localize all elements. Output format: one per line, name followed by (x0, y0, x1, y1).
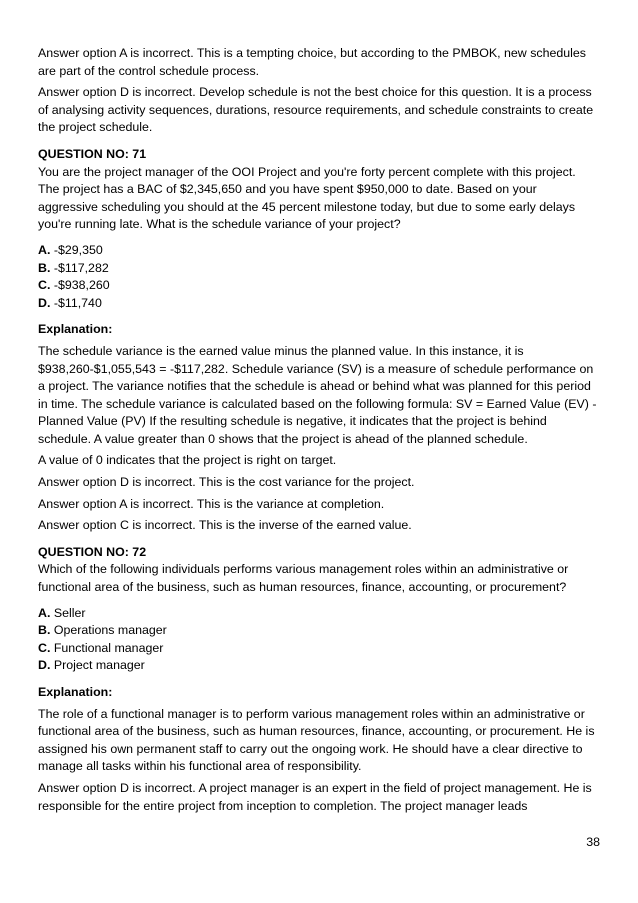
question-72-explanation-1: The role of a functional manager is to perform various management roles within an administrative or functional area of the business, such as human resources, finance, accounting, or procurement. He is assigned his own permanent staff to carry out the ongoing work. He should have a clear directive to manage all tasks within his functional area of responsibility. (38, 706, 595, 774)
question-71-explanation-3: Answer option D is incorrect. This is the cost variance for the project. (38, 475, 415, 490)
question-72-option-a: A. Seller (38, 605, 86, 620)
question-71-text: You are the project manager of the OOI Project and you're forty percent complete with this project. The project has a BAC of $2,345,650 and you have spent $950,000 to date. Based on your aggressive scheduling you should at the 45 percent milestone today, but due to some early delays you're running late. What is the schedule variance of your project? (38, 164, 576, 232)
question-71-explanation-5: Answer option C is incorrect. This is the inverse of the earned value. (38, 518, 412, 533)
question-71-option-b: B. -$117,282 (38, 260, 109, 275)
page-number: 38 (586, 835, 600, 849)
question-72-explanation-heading: Explanation: (38, 685, 113, 699)
question-72-option-d: D. Project manager (38, 658, 145, 673)
question-72-option-b: B. Operations manager (38, 623, 167, 638)
question-71-option-d: D. -$11,740 (38, 295, 102, 310)
question-71-explanation-heading: Explanation: (38, 322, 113, 337)
intro-paragraph-1: Answer option A is incorrect. This is a tempting choice, but according to the PMBOK, new schedules are part of the control schedule process. (38, 46, 586, 78)
question-72-text: Which of the following individuals performs various management roles within an administrative or functional area of the business, such as human resources, finance, accounting, or procurement? (38, 562, 569, 595)
question-71-explanation-1: The schedule variance is the earned value minus the planned value. In this instance, it is $938,260-$1,055,543 = -$117,282. Schedule variance (SV) is a measure of schedule performance on a project. The variance notifies that the schedule is ahead or behind what was planned for this period in time. The schedule variance is calculated based on the following formula: SV = Earned Value (EV) - Planned Value (PV) If the resulting schedule is negative, it indicates that the project is behind schedule. A value greater than 0 shows that the project is ahead of the planned schedule. (38, 343, 597, 446)
question-72-explanation-2: Answer option D is incorrect. A project manager is an expert in the field of project management. He is responsible for the entire project from inception to completion. The project manager leads (38, 780, 592, 813)
question-71-heading: QUESTION NO: 71 (38, 146, 147, 161)
question-72-heading: QUESTION NO: 72 (38, 544, 147, 559)
question-71-option-c: C. -$938,260 (38, 278, 110, 293)
intro-paragraph-2: Answer option D is incorrect. Develop schedule is not the best choice for this question. It is a process of analysing activity sequences, durations, resource requirements, and schedule constraints to create the project schedule. (38, 85, 594, 135)
question-71-explanation-4: Answer option A is incorrect. This is the variance at completion. (38, 496, 385, 511)
question-71-option-a: A. -$29,350 (38, 242, 103, 257)
question-72-option-c: C. Functional manager (38, 640, 164, 655)
question-71-explanation-2: A value of 0 indicates that the project is right on target. (38, 453, 337, 468)
